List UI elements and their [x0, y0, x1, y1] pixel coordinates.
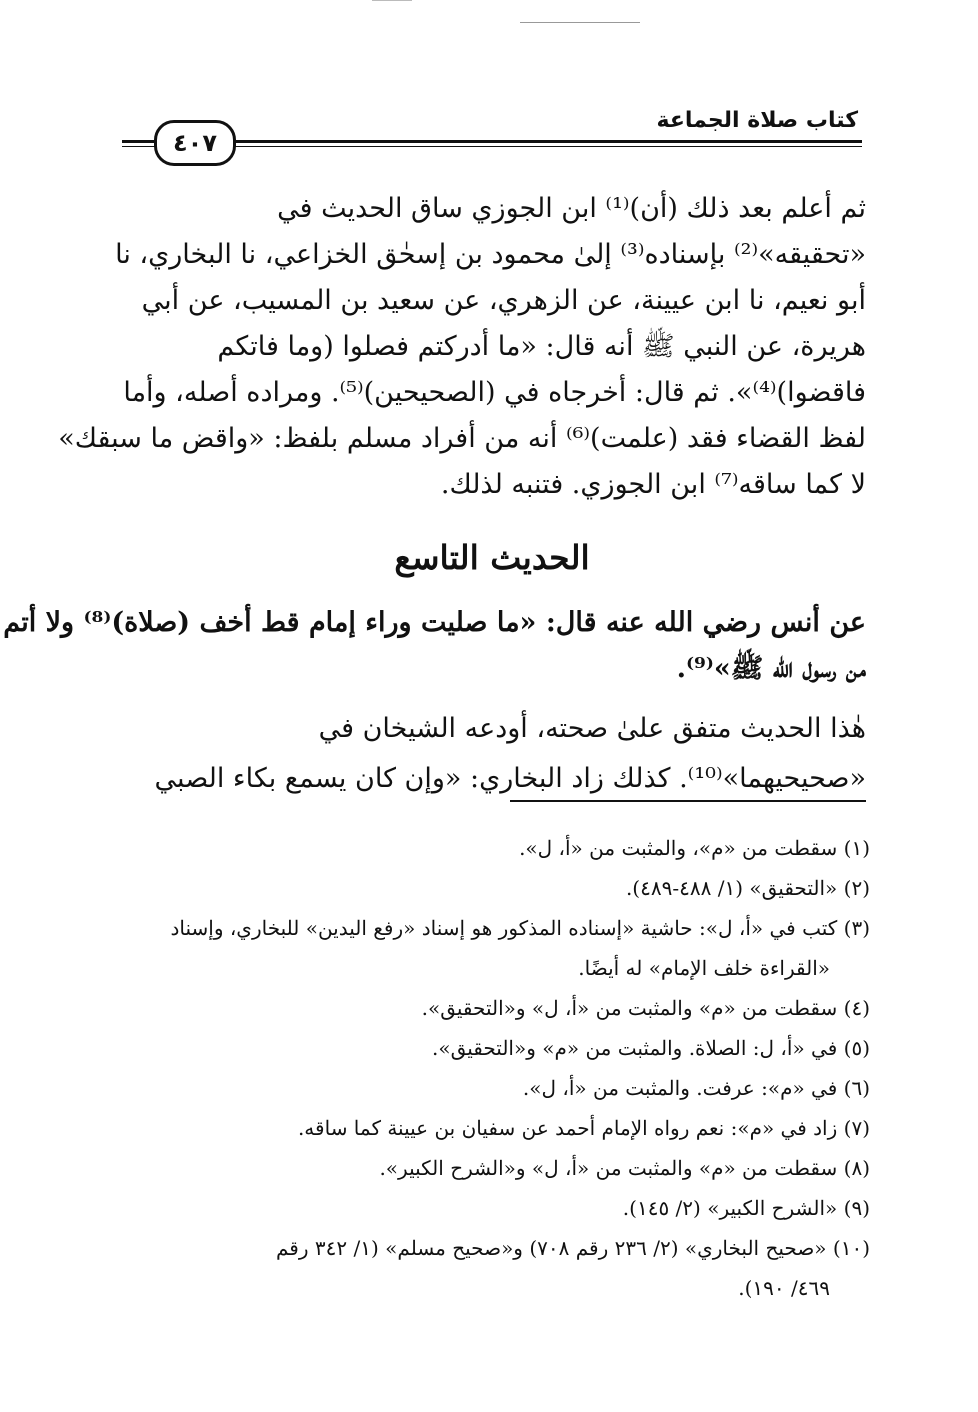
text-line: «صحيحيهما»⁽¹⁰⁾. كذلك زاد البخاري: «وإن كان يسمع بكاء الصبي: [154, 763, 866, 794]
footnote: (١) سقطت من «م»، والمثبت من «أ، ل».: [519, 836, 870, 860]
footnote: (٤) سقطت من «م» والمثبت من «أ، ل» و«التحقيق».: [421, 996, 870, 1020]
footnote-continuation: ٤٦٩/ ١٩٠).: [738, 1276, 830, 1300]
text-line: هٰذا الحديث متفق علىٰ صحته، أودعه الشيخان في: [318, 713, 866, 744]
text-line: لفظ القضاء فقد (علمت)⁽⁶⁾ أنه من أفراد مسلم بلفظ: «واقض ما سبقك»: [58, 423, 866, 454]
text-line: من رسول الله ﷺ»⁽⁹⁾.: [676, 653, 866, 684]
paragraph-2: [3, 600, 866, 692]
section-heading: الحديث التاسع: [394, 538, 590, 577]
text-line: ثم أعلم بعد ذلك (أن)⁽¹⁾ ابن الجوزي ساق الحديث في: [277, 193, 866, 224]
text-line: عن أنس رضي الله عنه قال: «ما صليت وراء إمام قط أخف (صلاة)⁽⁸⁾ ولا أتم: [3, 607, 866, 638]
footnote: (٧) زاد في «م»: نعم رواه الإمام أحمد عن سفيان بن عيينة كما ساقه.: [297, 1116, 870, 1140]
footnote: (٨) سقطت من «م» والمثبت من «أ، ل» و«الشرح الكبير».: [379, 1156, 870, 1180]
text-line: هريرة، عن النبي ﷺ أنه قال: «ما أدركتم فصلوا (وما فاتكم: [217, 331, 866, 362]
footnote: (٦) في «م»: عرفت. والمثبت من «أ، ل».: [522, 1076, 870, 1100]
text-line: «تحقيقه»⁽²⁾ بإسناده⁽³⁾ إلىٰ محمود بن إسحٰق الخزاعي، نا البخاري، نا: [115, 239, 866, 270]
footnote-continuation: «القراءة خلف الإمام» له أيضًا.: [578, 956, 830, 980]
footnote-separator: [510, 800, 866, 802]
scan-artifact: [372, 0, 412, 1]
text-line: فاقضوا)⁽⁴⁾». ثم قال: أخرجاه في (الصحيحين)⁽⁵⁾. ومراده أصله، وأما: [123, 377, 866, 408]
footnotes: [118, 828, 870, 1308]
footnote: (٩) «الشرح الكبير» (٢/ ١٤٥).: [622, 1196, 870, 1220]
page-number: ٤٠٧: [154, 120, 236, 166]
running-title: كتاب صلاة الجماعة: [651, 108, 858, 133]
scan-artifact: [520, 22, 640, 23]
text-line: أبو نعيم، نا ابن عيينة، عن الزهري، عن سعيد بن المسيب، عن أبي: [141, 285, 866, 316]
text-line: لا كما ساقه⁽⁷⁾ ابن الجوزي. فتنبه لذلك.: [440, 469, 866, 500]
footnote: (١٠) «صحيح البخاري» (٢/ ٢٣٦ رقم ٧٠٨) و«صحيح مسلم» (١/ ٣٤٢ رقم: [276, 1236, 870, 1260]
footnote: (٢) «التحقيق» (١/ ٤٨٨-٤٨٩).: [625, 876, 870, 900]
paragraph-1: [58, 186, 866, 508]
paragraph-3: [118, 704, 866, 804]
footnote: (٣) كتب في «أ، ل»: حاشية «إسناده المذكور هو إسناد «رفع اليدين» للبخاري، وإسناد: [170, 916, 870, 940]
footnote: (٥) في «أ، ل: الصلاة. والمثبت من «م» و«التحقيق».: [431, 1036, 870, 1060]
